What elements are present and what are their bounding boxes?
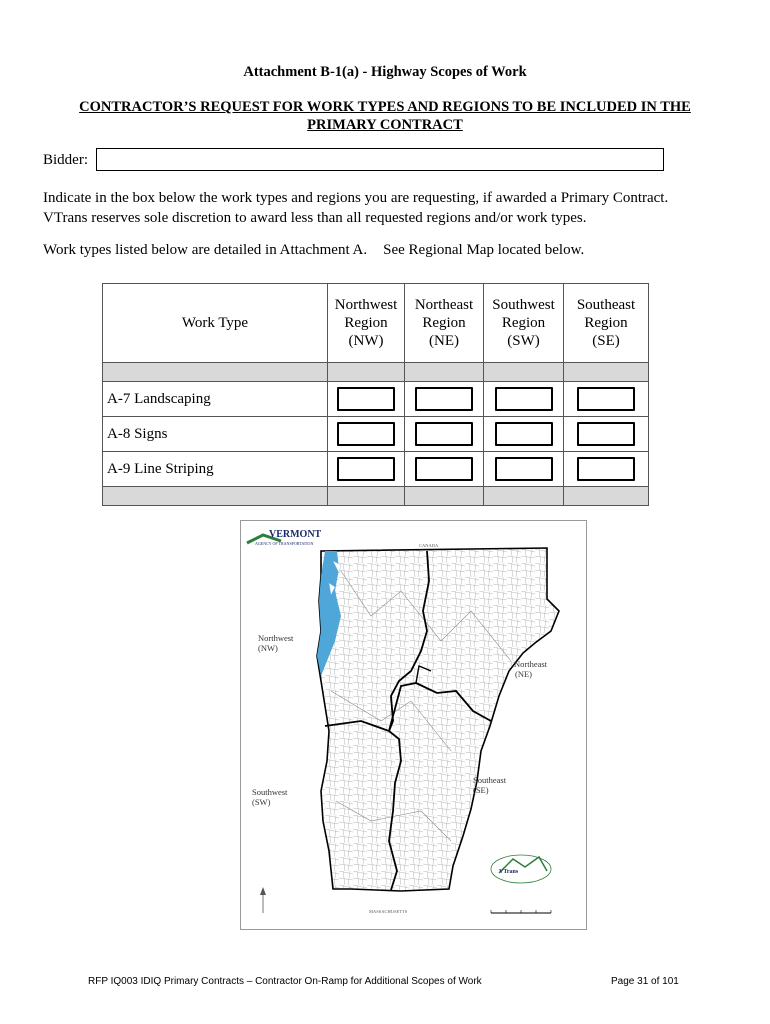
table-row-line-striping [103, 452, 649, 487]
table-row-signs [103, 417, 649, 452]
work-type-label: A-7 Landscaping [103, 382, 328, 417]
table-row-landscaping [103, 382, 649, 417]
regional-map [240, 520, 587, 930]
work-type-note-map: See Regional Map located below. [383, 242, 585, 258]
ne-region-label: Northeast [514, 659, 548, 669]
logo-text: VERMONT [269, 529, 322, 540]
region-header-ne-line1: Northeast [414, 297, 474, 313]
line-striping-ne-checkbox[interactable] [415, 457, 473, 481]
footer-text: RFP IQ003 IDIQ Primary Contracts – Contractor On-Ramp for Additional Scopes of Work [88, 976, 482, 987]
line-striping-sw-checkbox[interactable] [495, 457, 553, 481]
page-number: Page 31 of 101 [611, 976, 679, 987]
region-header-ne-line2: Region [422, 315, 466, 331]
region-header-se-line3: (SE) [592, 333, 620, 349]
region-header-se-line1: Southeast [576, 297, 636, 313]
logo-subtext: AGENCY OF TRANSPORTATION [255, 541, 314, 546]
work-type-label: A-8 Signs [103, 417, 328, 452]
work-type-note [43, 242, 584, 259]
landscaping-ne-checkbox[interactable] [415, 387, 473, 411]
vtrans-badge [491, 855, 551, 883]
region-header-sw-line2: Region [501, 315, 546, 331]
work-type-header: Work Type [103, 284, 328, 363]
north-arrow-icon [260, 887, 266, 913]
se-region-label: Southeast [473, 775, 507, 785]
section-heading [40, 98, 730, 134]
landscaping-nw-checkbox[interactable] [337, 387, 395, 411]
region-header-nw-line2: Region [344, 315, 388, 331]
sw-region-label: Southwest [252, 787, 288, 797]
work-type-note-attachment: Work types listed below are detailed in Attachment A. [43, 242, 368, 258]
section-heading-line-2: PRIMARY CONTRACT [307, 117, 463, 133]
line-striping-se-checkbox[interactable] [577, 457, 635, 481]
region-header-nw-line1: Northwest [334, 297, 398, 313]
canada-label: CANADA [419, 543, 439, 548]
signs-se-checkbox[interactable] [577, 422, 635, 446]
table-footer-row [103, 487, 649, 506]
region-header-ne [405, 284, 484, 363]
instruction-line-2: VTrans reserves sole discretion to award less than all requested regions and/or work types. [43, 210, 587, 226]
landscaping-se-checkbox[interactable] [577, 387, 635, 411]
table-separator-row [103, 363, 649, 382]
region-header-sw-line1: Southwest [492, 297, 555, 313]
scale-bar [491, 910, 551, 913]
massachusetts-label: MASSACHUSETTS [369, 909, 408, 914]
landscaping-sw-checkbox[interactable] [495, 387, 553, 411]
vtrans-badge-text: VTrans [499, 869, 519, 875]
vermont-outline [317, 548, 559, 891]
region-header-nw [328, 284, 405, 363]
region-header-sw-line3: (SW) [507, 333, 540, 349]
sw-region-abbr: (SW) [252, 797, 271, 807]
bidder-label: Bidder: [43, 152, 88, 168]
region-header-se-line2: Region [584, 315, 628, 331]
region-header-ne-line3: (NE) [429, 333, 459, 349]
signs-sw-checkbox[interactable] [495, 422, 553, 446]
region-header-sw [484, 284, 564, 363]
nw-region-abbr: (NW) [258, 643, 278, 653]
region-header-nw-line3: (NW) [348, 333, 384, 349]
line-striping-nw-checkbox[interactable] [337, 457, 395, 481]
ne-region-abbr: (NE) [515, 669, 532, 679]
vtrans-logo [247, 529, 322, 546]
work-type-label: A-9 Line Striping [103, 452, 328, 487]
regional-map-svg [241, 521, 586, 929]
table-header-row [103, 284, 649, 363]
instruction-line-1: Indicate in the box below the work types and regions you are requesting, if awarded a Primary Contract. [43, 190, 669, 206]
document-title: Attachment B-1(a) - Highway Scopes of Work [243, 64, 527, 80]
work-type-table [102, 283, 649, 506]
bidder-input[interactable] [96, 148, 664, 171]
signs-ne-checkbox[interactable] [415, 422, 473, 446]
region-header-se [564, 284, 649, 363]
instructions [43, 188, 733, 228]
signs-nw-checkbox[interactable] [337, 422, 395, 446]
section-heading-line-1: CONTRACTOR’S REQUEST FOR WORK TYPES AND REGIONS TO BE INCLUDED IN THE [79, 99, 691, 115]
nw-region-label: Northwest [258, 633, 294, 643]
se-region-abbr: (SE) [473, 785, 489, 795]
